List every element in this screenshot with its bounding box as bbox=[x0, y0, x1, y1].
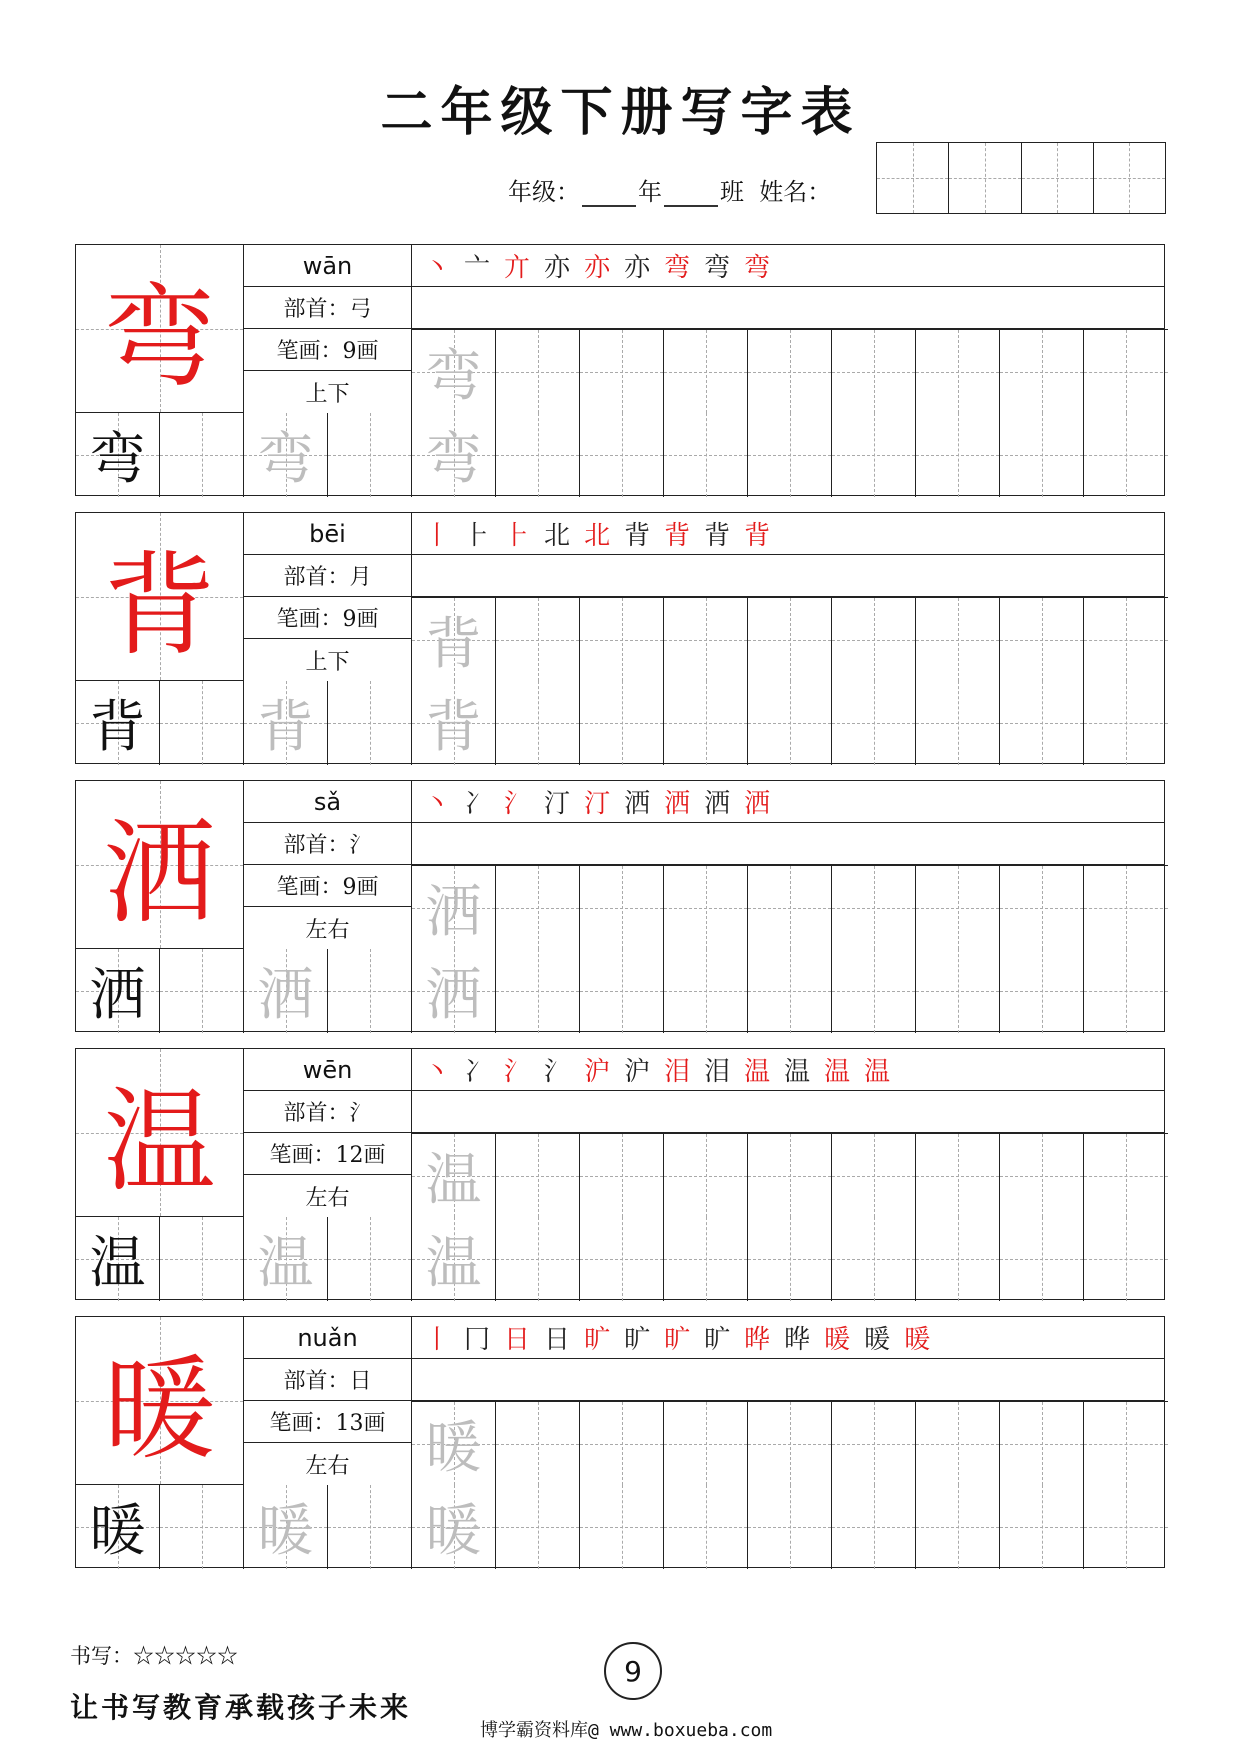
practice-cell[interactable] bbox=[328, 1485, 412, 1569]
practice-row bbox=[76, 1217, 1168, 1301]
stroke-step: 泪 bbox=[664, 1057, 691, 1087]
page-title: 二年级下册写字表 bbox=[380, 82, 861, 143]
stroke-step: 旷 bbox=[624, 1325, 651, 1355]
practice-cell[interactable] bbox=[832, 865, 916, 949]
stroke-step: 丨 bbox=[424, 1325, 451, 1355]
stroke-step: 洒 bbox=[744, 789, 771, 819]
stroke-step: ⺊ bbox=[504, 521, 531, 551]
practice-cell[interactable] bbox=[580, 329, 664, 413]
stroke-step: 亣 bbox=[504, 253, 531, 283]
practice-cell[interactable] bbox=[328, 681, 412, 765]
grade-label: 年级： bbox=[508, 178, 580, 206]
practice-cell[interactable] bbox=[160, 1485, 244, 1569]
stroke-step: 暖 bbox=[864, 1325, 891, 1355]
stroke-step: 背 bbox=[744, 521, 771, 551]
practice-cell[interactable] bbox=[496, 1485, 580, 1569]
practice-cell[interactable] bbox=[664, 681, 748, 765]
name-cell[interactable] bbox=[1093, 143, 1165, 213]
year-label: 年 bbox=[638, 178, 662, 206]
practice-row bbox=[76, 413, 1168, 497]
practice-cell[interactable] bbox=[496, 1401, 580, 1485]
stroke-step: 冫 bbox=[464, 1057, 491, 1087]
structure: 左右 bbox=[305, 1185, 350, 1211]
stroke-step: 沪 bbox=[584, 1057, 611, 1087]
practice-cell[interactable] bbox=[412, 1217, 496, 1301]
practice-cell[interactable] bbox=[832, 1401, 916, 1485]
name-cell[interactable] bbox=[1021, 143, 1093, 213]
practice-cell[interactable] bbox=[412, 413, 496, 497]
practice-cell[interactable] bbox=[664, 1133, 748, 1217]
practice-cell[interactable] bbox=[580, 865, 664, 949]
stroke-step: 弯 bbox=[704, 253, 731, 283]
practice-cell[interactable] bbox=[916, 1485, 1000, 1569]
stroke-step: 冫 bbox=[464, 789, 491, 819]
practice-cell[interactable] bbox=[160, 681, 244, 765]
stroke-count: 笔画：9画 bbox=[244, 597, 411, 639]
practice-cell[interactable] bbox=[1000, 1133, 1084, 1217]
stroke-step: 日 bbox=[544, 1325, 571, 1355]
practice-cell[interactable] bbox=[832, 1133, 916, 1217]
character-info bbox=[244, 781, 412, 949]
pinyin: nuǎn bbox=[244, 1317, 411, 1359]
practice-cell[interactable] bbox=[916, 865, 1000, 949]
stroke-step: 汀 bbox=[544, 789, 571, 819]
practice-cell[interactable] bbox=[496, 413, 580, 497]
blank-row bbox=[412, 823, 1164, 865]
practice-cell[interactable] bbox=[664, 413, 748, 497]
model-character-cell bbox=[76, 513, 244, 681]
practice-cell[interactable] bbox=[1000, 413, 1084, 497]
model-character: 弯 bbox=[103, 273, 216, 403]
blank-row bbox=[412, 287, 1164, 329]
stroke-step: 汀 bbox=[584, 789, 611, 819]
stroke-step: 暖 bbox=[904, 1325, 931, 1355]
grade-blank[interactable] bbox=[582, 183, 636, 207]
stroke-step: 旷 bbox=[664, 1325, 691, 1355]
stroke-step: 丶 bbox=[424, 1057, 451, 1087]
sample-character: 洒 bbox=[89, 963, 146, 1028]
practice-cell[interactable] bbox=[1084, 597, 1168, 681]
practice-cell[interactable] bbox=[412, 949, 496, 1033]
practice-cell[interactable] bbox=[664, 949, 748, 1033]
character-block bbox=[75, 244, 1165, 496]
practice-cell[interactable] bbox=[1000, 1401, 1084, 1485]
stroke-order bbox=[412, 781, 1164, 823]
practice-row bbox=[76, 949, 1168, 1033]
practice-cell[interactable] bbox=[412, 597, 496, 681]
radical: 部首：日 bbox=[244, 1359, 411, 1401]
practice-row bbox=[412, 329, 1168, 413]
structure: 左右 bbox=[305, 1453, 350, 1479]
practice-cell[interactable] bbox=[328, 1217, 412, 1301]
structure: 左右 bbox=[305, 917, 350, 943]
practice-row bbox=[76, 1485, 1168, 1569]
practice-cell[interactable] bbox=[1000, 865, 1084, 949]
stroke-step: 温 bbox=[744, 1057, 771, 1087]
character-info bbox=[244, 513, 412, 681]
practice-row bbox=[412, 1401, 1168, 1485]
practice-cell[interactable] bbox=[76, 1485, 160, 1569]
practice-cell[interactable] bbox=[580, 1133, 664, 1217]
stroke-order bbox=[412, 245, 1164, 287]
radical: 部首：弓 bbox=[244, 287, 411, 329]
practice-cell[interactable] bbox=[664, 597, 748, 681]
trace-character: 弯 bbox=[425, 343, 482, 409]
stroke-step: 日 bbox=[504, 1325, 531, 1355]
trace-character: 温 bbox=[425, 1147, 482, 1213]
name-cell[interactable] bbox=[948, 143, 1020, 213]
practice-cell[interactable] bbox=[412, 1485, 496, 1569]
stroke-step: 氵 bbox=[504, 789, 531, 819]
radical: 部首：氵 bbox=[244, 823, 411, 865]
practice-cell[interactable] bbox=[580, 597, 664, 681]
pinyin: wān bbox=[244, 245, 411, 287]
practice-cell[interactable] bbox=[412, 329, 496, 413]
practice-cell[interactable] bbox=[328, 949, 412, 1033]
practice-cell[interactable] bbox=[748, 949, 832, 1033]
stroke-step: 洒 bbox=[624, 789, 651, 819]
practice-cell[interactable] bbox=[496, 1133, 580, 1217]
stroke-step: 洒 bbox=[704, 789, 731, 819]
name-cell[interactable] bbox=[877, 143, 948, 213]
stroke-step: 冂 bbox=[464, 1325, 491, 1355]
blank-row bbox=[412, 555, 1164, 597]
model-character-cell bbox=[76, 245, 244, 413]
practice-cell[interactable] bbox=[580, 413, 664, 497]
sample-character: 背 bbox=[89, 695, 146, 760]
practice-cell[interactable] bbox=[748, 681, 832, 765]
practice-cell[interactable] bbox=[580, 681, 664, 765]
stroke-step: 晔 bbox=[784, 1325, 811, 1355]
practice-cell[interactable] bbox=[748, 1485, 832, 1569]
practice-cell[interactable] bbox=[1000, 1217, 1084, 1301]
practice-cell[interactable] bbox=[1000, 329, 1084, 413]
stroke-step: 氵 bbox=[544, 1057, 571, 1087]
stroke-step: 亦 bbox=[624, 253, 651, 283]
character-block bbox=[75, 1048, 1165, 1300]
stroke-step: 背 bbox=[704, 521, 731, 551]
practice-cell[interactable] bbox=[748, 413, 832, 497]
practice-cell[interactable] bbox=[832, 1217, 916, 1301]
student-info bbox=[508, 172, 831, 207]
stroke-step: 北 bbox=[544, 521, 571, 551]
practice-cell[interactable] bbox=[748, 1133, 832, 1217]
practice-cell[interactable] bbox=[580, 949, 664, 1033]
trace-character: 弯 bbox=[425, 427, 482, 492]
practice-cell[interactable] bbox=[244, 413, 328, 497]
practice-cell[interactable] bbox=[244, 1485, 328, 1569]
practice-cell[interactable] bbox=[916, 949, 1000, 1033]
practice-cell[interactable] bbox=[160, 413, 244, 497]
character-block bbox=[75, 512, 1165, 764]
practice-cell[interactable] bbox=[1084, 949, 1168, 1033]
model-character: 温 bbox=[103, 1077, 216, 1207]
trace-character: 背 bbox=[425, 695, 482, 760]
trace-character: 暖 bbox=[425, 1499, 482, 1564]
practice-cell[interactable] bbox=[1084, 329, 1168, 413]
stroke-step: 弯 bbox=[744, 253, 771, 283]
trace-character: 温 bbox=[257, 1231, 314, 1296]
practice-cell[interactable] bbox=[1084, 413, 1168, 497]
practice-cell[interactable] bbox=[916, 1133, 1000, 1217]
model-character: 洒 bbox=[103, 809, 216, 939]
practice-cell[interactable] bbox=[916, 597, 1000, 681]
practice-cell[interactable] bbox=[76, 1217, 160, 1301]
blank-row bbox=[412, 1359, 1164, 1401]
class-label: 班 bbox=[720, 178, 744, 206]
practice-cell[interactable] bbox=[1084, 1485, 1168, 1569]
practice-cell[interactable] bbox=[412, 865, 496, 949]
character-info bbox=[244, 1049, 412, 1217]
practice-cell[interactable] bbox=[76, 949, 160, 1033]
practice-cell[interactable] bbox=[160, 949, 244, 1033]
stroke-step: 晔 bbox=[744, 1325, 771, 1355]
character-block bbox=[75, 1316, 1165, 1568]
stroke-step: 背 bbox=[664, 521, 691, 551]
practice-cell[interactable] bbox=[832, 329, 916, 413]
practice-cell[interactable] bbox=[244, 949, 328, 1033]
stroke-step: 丨 bbox=[424, 521, 451, 551]
sample-character: 暖 bbox=[89, 1499, 146, 1564]
stroke-step: 亠 bbox=[464, 253, 491, 283]
practice-cell[interactable] bbox=[496, 597, 580, 681]
sample-character: 温 bbox=[89, 1231, 146, 1296]
trace-character: 弯 bbox=[257, 427, 314, 492]
practice-cell[interactable] bbox=[1000, 597, 1084, 681]
site-watermark: 博学霸资料库@ www.boxueba.com bbox=[480, 1720, 773, 1741]
practice-row bbox=[76, 681, 1168, 765]
trace-character: 背 bbox=[257, 695, 314, 760]
stroke-step: 亦 bbox=[544, 253, 571, 283]
practice-cell[interactable] bbox=[664, 1485, 748, 1569]
practice-cell[interactable] bbox=[832, 681, 916, 765]
practice-cell[interactable] bbox=[748, 865, 832, 949]
model-character-cell bbox=[76, 781, 244, 949]
character-info bbox=[244, 245, 412, 413]
practice-cell[interactable] bbox=[916, 681, 1000, 765]
stroke-step: 亦 bbox=[584, 253, 611, 283]
practice-cell[interactable] bbox=[916, 413, 1000, 497]
practice-cell[interactable] bbox=[832, 413, 916, 497]
stroke-order bbox=[412, 1317, 1164, 1359]
model-character-cell bbox=[76, 1317, 244, 1485]
stroke-step: 洒 bbox=[664, 789, 691, 819]
trace-character: 洒 bbox=[425, 963, 482, 1028]
pinyin: wēn bbox=[244, 1049, 411, 1091]
practice-cell[interactable] bbox=[748, 329, 832, 413]
stroke-order bbox=[412, 513, 1164, 555]
practice-cell[interactable] bbox=[916, 1401, 1000, 1485]
practice-cell[interactable] bbox=[1000, 681, 1084, 765]
practice-cell[interactable] bbox=[1084, 681, 1168, 765]
model-character-cell bbox=[76, 1049, 244, 1217]
practice-cell[interactable] bbox=[1084, 1133, 1168, 1217]
pinyin: bēi bbox=[244, 513, 411, 555]
stroke-step: 旷 bbox=[584, 1325, 611, 1355]
practice-cell[interactable] bbox=[496, 865, 580, 949]
trace-character: 洒 bbox=[257, 963, 314, 1028]
stroke-step: 丶 bbox=[424, 789, 451, 819]
practice-cell[interactable] bbox=[748, 1401, 832, 1485]
stroke-count: 笔画：9画 bbox=[244, 329, 411, 371]
stroke-count: 笔画：13画 bbox=[244, 1401, 411, 1443]
trace-character: 温 bbox=[425, 1231, 482, 1296]
practice-cell[interactable] bbox=[412, 1133, 496, 1217]
stroke-step: 弯 bbox=[664, 253, 691, 283]
practice-row bbox=[412, 597, 1168, 681]
practice-cell[interactable] bbox=[76, 681, 160, 765]
practice-cell[interactable] bbox=[1000, 1485, 1084, 1569]
practice-cell[interactable] bbox=[496, 329, 580, 413]
trace-character: 暖 bbox=[257, 1499, 314, 1564]
practice-cell[interactable] bbox=[76, 413, 160, 497]
name-grid[interactable] bbox=[876, 142, 1166, 214]
practice-row bbox=[412, 865, 1168, 949]
stroke-count: 笔画：12画 bbox=[244, 1133, 411, 1175]
stroke-step: ⺊ bbox=[464, 521, 491, 551]
structure: 上下 bbox=[305, 381, 350, 407]
stroke-step: 氵 bbox=[504, 1057, 531, 1087]
writing-rating: 书写：☆☆☆☆☆ bbox=[70, 1644, 238, 1668]
name-label: 姓名： bbox=[759, 178, 832, 206]
practice-cell[interactable] bbox=[664, 329, 748, 413]
stroke-step: 北 bbox=[584, 521, 611, 551]
practice-cell[interactable] bbox=[1084, 1401, 1168, 1485]
practice-cell[interactable] bbox=[412, 681, 496, 765]
practice-cell[interactable] bbox=[748, 1217, 832, 1301]
practice-cell[interactable] bbox=[832, 597, 916, 681]
stroke-count: 笔画：9画 bbox=[244, 865, 411, 907]
practice-cell[interactable] bbox=[664, 1401, 748, 1485]
practice-cell[interactable] bbox=[580, 1217, 664, 1301]
practice-cell[interactable] bbox=[832, 949, 916, 1033]
class-blank[interactable] bbox=[664, 183, 718, 207]
structure: 上下 bbox=[305, 649, 350, 675]
model-character: 背 bbox=[103, 541, 216, 671]
stroke-step: 背 bbox=[624, 521, 651, 551]
blank-row bbox=[412, 1091, 1164, 1133]
practice-cell[interactable] bbox=[244, 681, 328, 765]
practice-cell[interactable] bbox=[328, 413, 412, 497]
practice-cell[interactable] bbox=[916, 1217, 1000, 1301]
radical: 部首：氵 bbox=[244, 1091, 411, 1133]
practice-row bbox=[412, 1133, 1168, 1217]
practice-cell[interactable] bbox=[496, 1217, 580, 1301]
stroke-order bbox=[412, 1049, 1164, 1091]
practice-cell[interactable] bbox=[580, 1485, 664, 1569]
character-info bbox=[244, 1317, 412, 1485]
character-block bbox=[75, 780, 1165, 1032]
practice-cell[interactable] bbox=[496, 949, 580, 1033]
stroke-step: 旷 bbox=[704, 1325, 731, 1355]
practice-cell[interactable] bbox=[580, 1401, 664, 1485]
slogan: 让书写教育承载孩子未来 bbox=[70, 1691, 412, 1724]
radical: 部首：月 bbox=[244, 555, 411, 597]
practice-cell[interactable] bbox=[244, 1217, 328, 1301]
trace-character: 洒 bbox=[425, 879, 482, 945]
stroke-step: 泪 bbox=[704, 1057, 731, 1087]
pinyin: sǎ bbox=[244, 781, 411, 823]
practice-cell[interactable] bbox=[412, 1401, 496, 1485]
practice-cell[interactable] bbox=[916, 329, 1000, 413]
trace-character: 背 bbox=[425, 611, 482, 677]
stroke-step: 温 bbox=[864, 1057, 891, 1087]
practice-cell[interactable] bbox=[1084, 1217, 1168, 1301]
practice-cell[interactable] bbox=[1000, 949, 1084, 1033]
practice-cell[interactable] bbox=[832, 1485, 916, 1569]
practice-cell[interactable] bbox=[160, 1217, 244, 1301]
stroke-step: 温 bbox=[824, 1057, 851, 1087]
stroke-step: 丶 bbox=[424, 253, 451, 283]
model-character: 暖 bbox=[103, 1345, 216, 1475]
practice-cell[interactable] bbox=[748, 597, 832, 681]
practice-cell[interactable] bbox=[664, 865, 748, 949]
practice-cell[interactable] bbox=[664, 1217, 748, 1301]
practice-cell[interactable] bbox=[496, 681, 580, 765]
stroke-step: 温 bbox=[784, 1057, 811, 1087]
stroke-step: 沪 bbox=[624, 1057, 651, 1087]
trace-character: 暖 bbox=[425, 1415, 482, 1481]
sample-character: 弯 bbox=[89, 427, 146, 492]
page-number: 9 bbox=[604, 1642, 662, 1700]
stroke-step: 暖 bbox=[824, 1325, 851, 1355]
practice-cell[interactable] bbox=[1084, 865, 1168, 949]
